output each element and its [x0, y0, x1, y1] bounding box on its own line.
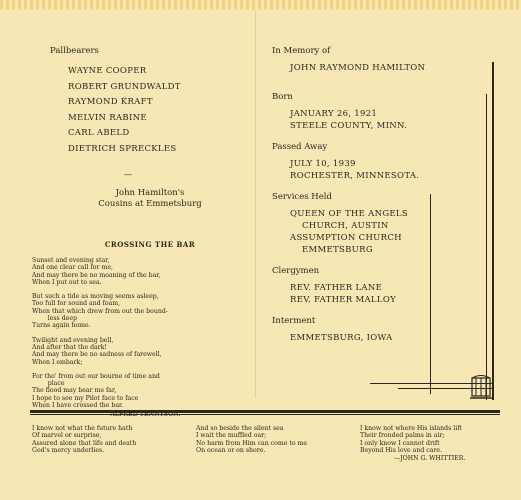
memory-header: In Memory of — [272, 46, 331, 56]
paper-edge — [0, 0, 521, 10]
pallbearer-name: MELVIN RABINE — [68, 112, 147, 123]
passed-date: JULY 10, 1939 — [290, 159, 356, 169]
clergy-name: REV. FATHER MALLOY — [290, 295, 396, 305]
pallbearer-name: ROBERT GRUNDWALDT — [68, 81, 181, 92]
pallbearers-list — [68, 64, 252, 157]
verse-author: —JOHN G. WHITTIER. — [394, 455, 466, 462]
candle-lamp-icon — [470, 374, 492, 400]
interment-place: EMMETSBURG, IOWA — [290, 333, 393, 343]
bottom-rule-thin — [30, 414, 500, 415]
poem-stanza: Sunset and evening star, And one clear call for me, And may there be no moaning of the bar, When I put out to sea. — [32, 257, 161, 286]
born-date: JANUARY 26, 1921 — [290, 109, 378, 119]
services-line: ASSUMPTION CHURCH — [290, 233, 402, 243]
interment-section — [272, 316, 502, 344]
passed-header: Passed Away — [272, 142, 328, 152]
border-rule-vertical — [492, 62, 494, 400]
clergy-header: Clergymen — [272, 266, 320, 276]
poem-stanza: For tho' from out our bourne of time and place The flood may bear me far, I hope to see my Pilot face to face When I have crossed the bar. — [32, 372, 160, 410]
services-line: CHURCH, AUSTIN — [302, 221, 389, 231]
left-panel — [32, 46, 252, 418]
poem-title: CROSSING THE BAR — [104, 240, 196, 249]
passed-place: ROCHESTER, MINNESOTA. — [290, 171, 420, 181]
pallbearer-name: RAYMOND KRAFT — [68, 97, 153, 107]
cousins-line-2: Cousins at Emmetsburg — [98, 199, 202, 209]
border-rule-vertical-thin — [486, 94, 487, 400]
services-line: EMMETSBURG — [302, 245, 373, 255]
border-rule-vertical-inner — [430, 194, 431, 394]
poem-stanza: Twilight and evening bell, And after that the dark! And may there be no sadness of farewell, When I embark; — [32, 336, 162, 366]
cousins-line-1: John Hamilton's — [115, 188, 185, 198]
pallbearer-name: WAYNE COOPER — [68, 66, 147, 76]
passed-section — [272, 142, 502, 182]
memory-section — [272, 46, 502, 74]
clergy-section — [272, 266, 502, 306]
bottom-rule-thick — [30, 410, 500, 413]
pallbearer-name: DIETRICH SPRECKLES — [68, 143, 177, 154]
born-header: Born — [272, 92, 293, 102]
poem-stanza: But such a tide as moving seems asleep, Too full for sound and foam, When that which drew from out the bound- less deep Turns again home. — [32, 293, 168, 330]
separator-dash: — — [124, 170, 132, 179]
cousins-note — [50, 188, 250, 210]
services-header: Services Held — [272, 192, 332, 202]
right-panel — [272, 46, 502, 354]
pallbearer-name: CARL ABELD — [68, 128, 130, 138]
deceased-name: JOHN RAYMOND HAMILTON — [290, 63, 426, 73]
pallbearers-header: Pallbearers — [50, 46, 99, 56]
verse-column-1: I know not what the future hath Of marvel or surprise, Assured alone that life and death God's mercy underlies. — [32, 425, 137, 455]
born-place: STEELE COUNTY, MINN. — [290, 121, 408, 131]
clergy-name: REV. FATHER LANE — [290, 283, 383, 293]
center-fold — [255, 10, 256, 398]
services-section — [272, 192, 502, 256]
born-section — [272, 92, 502, 132]
verse-column-2: And so beside the silent sea I wait the muffled oar; No harm from Him can come to me On ocean or on shore. — [196, 425, 308, 455]
services-line: QUEEN OF THE ANGELS — [290, 209, 408, 219]
verse-column-3: I know not where His islands lift Their fronded palms in air; I only know I cannot drift Beyond His love and care. — [360, 425, 462, 455]
interment-header: Interment — [272, 316, 316, 326]
